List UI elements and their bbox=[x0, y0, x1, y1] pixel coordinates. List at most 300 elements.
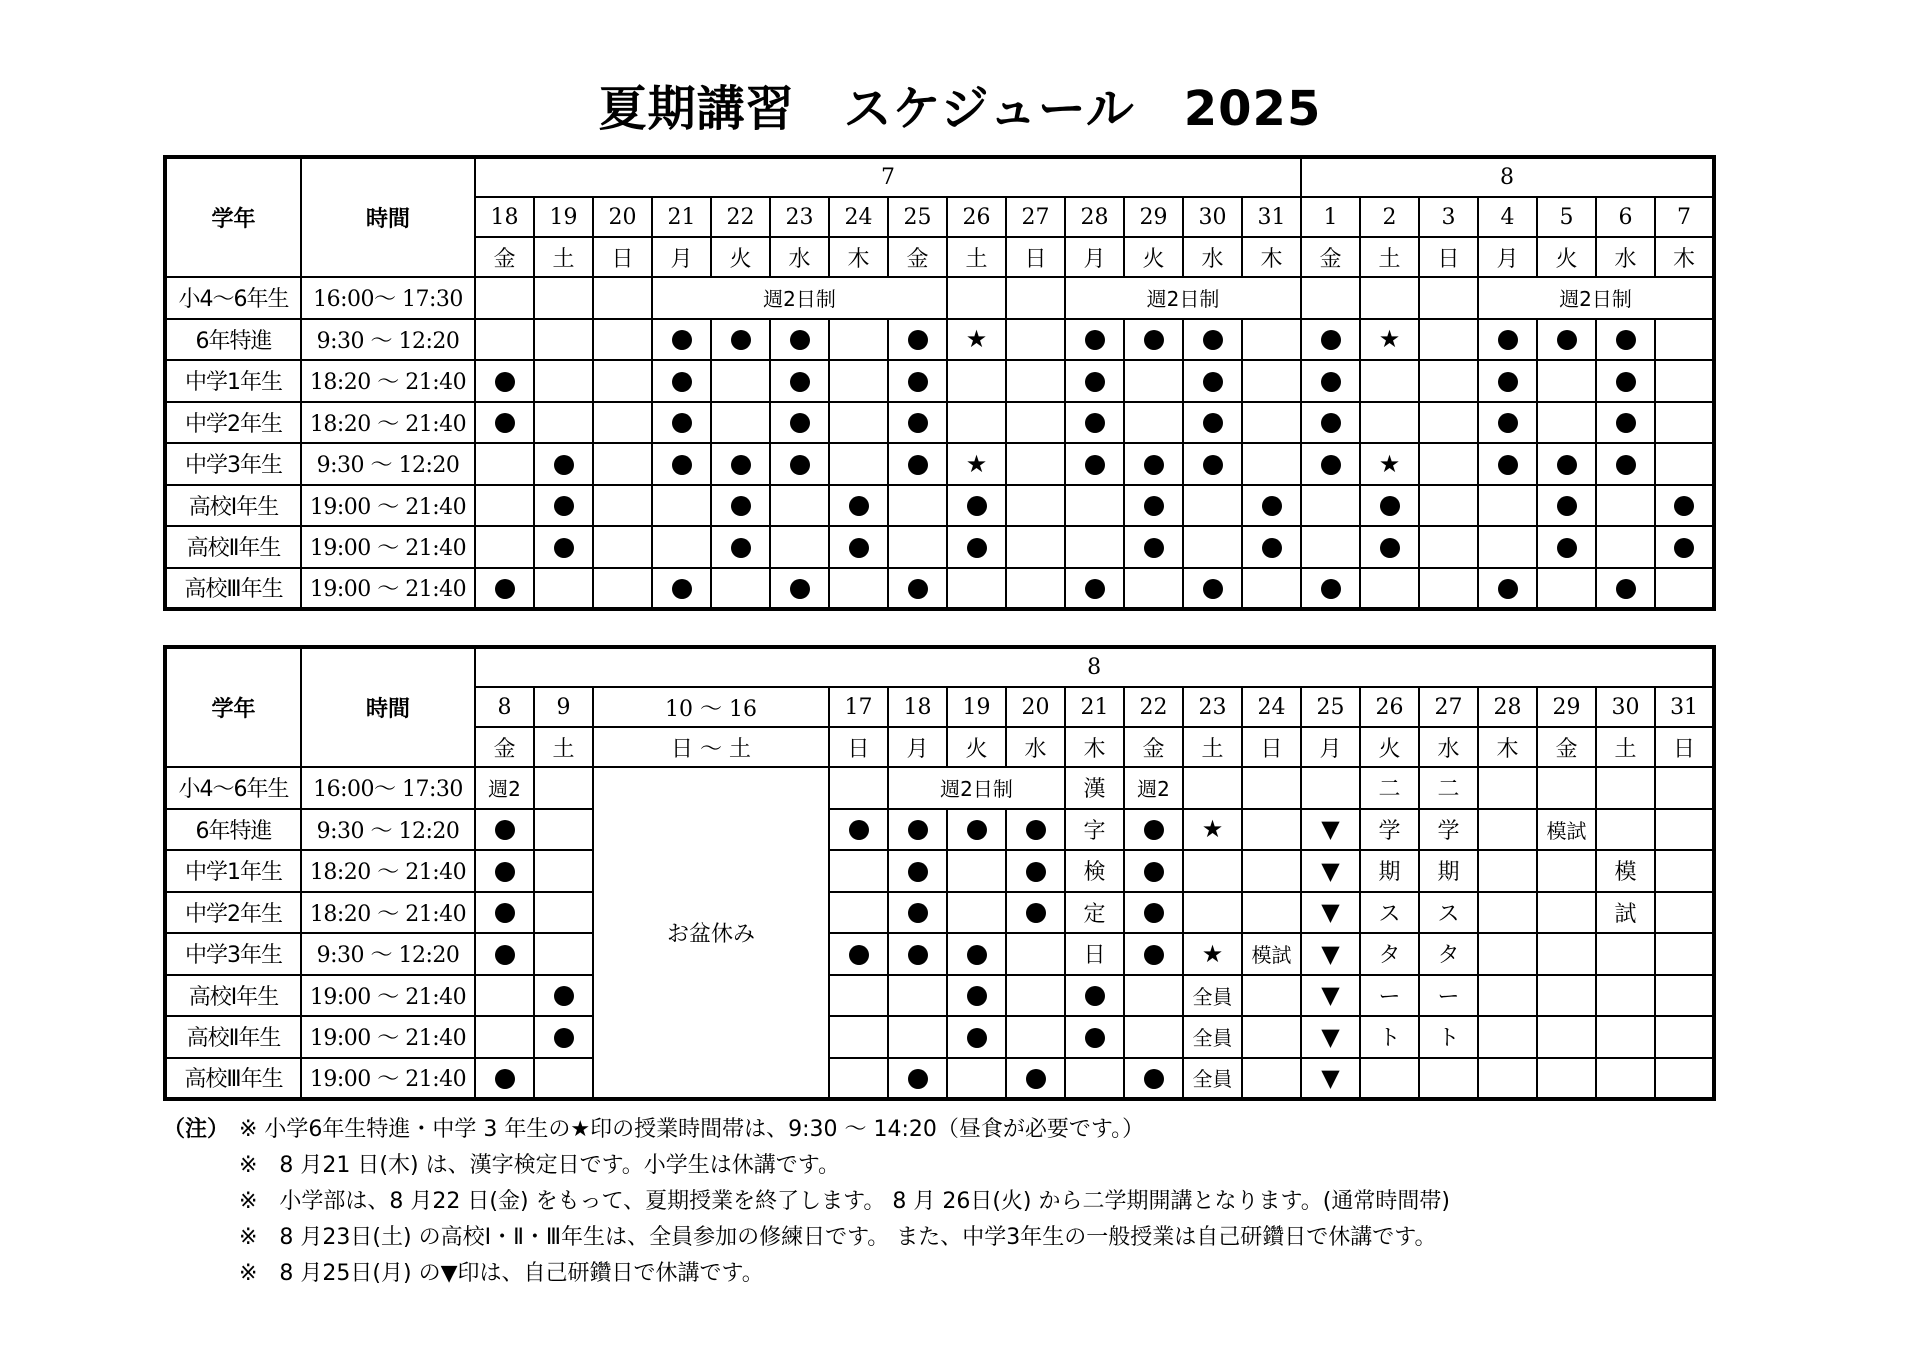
schedule-cell bbox=[534, 809, 593, 851]
dot-mark bbox=[1301, 319, 1360, 361]
triangle-mark: ▼ bbox=[1301, 975, 1360, 1017]
grade-label: 中学1年生 bbox=[165, 360, 301, 402]
dot-mark bbox=[1124, 933, 1183, 975]
schedule-cell bbox=[1537, 402, 1596, 444]
day-number: 8 bbox=[475, 687, 534, 727]
dot-mark bbox=[652, 402, 711, 444]
schedule-cell bbox=[652, 526, 711, 568]
schedule-cell bbox=[1360, 568, 1419, 610]
weekday: 水 bbox=[1006, 727, 1065, 767]
table-row bbox=[165, 809, 1714, 851]
dot-mark bbox=[652, 319, 711, 361]
time-label: 18:20 〜 21:40 bbox=[301, 360, 475, 402]
schedule-cell bbox=[770, 485, 829, 527]
table-cell bbox=[1537, 1058, 1596, 1100]
day-number: 28 bbox=[1478, 687, 1537, 727]
schedule-cell bbox=[1006, 319, 1065, 361]
schedule-cell bbox=[1124, 360, 1183, 402]
dot-mark bbox=[770, 360, 829, 402]
schedule-cell bbox=[1124, 1016, 1183, 1058]
term-start-char: ト bbox=[1360, 1016, 1419, 1058]
schedule-cell bbox=[534, 568, 593, 610]
zenin-label: 全員 bbox=[1183, 1058, 1242, 1100]
shuu2-label: 週2 bbox=[475, 767, 534, 809]
weekday: 火 bbox=[947, 727, 1006, 767]
table-cell bbox=[1655, 767, 1714, 809]
dot-mark bbox=[1183, 402, 1242, 444]
schedule-cell bbox=[1065, 1058, 1124, 1100]
table-row bbox=[165, 443, 1714, 485]
schedule-cell bbox=[829, 568, 888, 610]
table-cell bbox=[1596, 1016, 1655, 1058]
dot-mark bbox=[475, 360, 534, 402]
day-number: 18 bbox=[888, 687, 947, 727]
day-number: 31 bbox=[1242, 197, 1301, 237]
time-label: 18:20 〜 21:40 bbox=[301, 850, 475, 892]
schedule-cell bbox=[1006, 568, 1065, 610]
weekday: 火 bbox=[1537, 237, 1596, 277]
dot-mark bbox=[829, 526, 888, 568]
weekday: 金 bbox=[1537, 727, 1596, 767]
weekday: 火 bbox=[711, 237, 770, 277]
weekday: 水 bbox=[1183, 237, 1242, 277]
table-cell bbox=[1301, 277, 1360, 319]
triangle-mark: ▼ bbox=[1301, 1016, 1360, 1058]
schedule-cell bbox=[1360, 402, 1419, 444]
weekday: 日 bbox=[1006, 237, 1065, 277]
dot-mark bbox=[1478, 443, 1537, 485]
time-label: 16:00〜 17:30 bbox=[301, 277, 475, 319]
dot-mark bbox=[1124, 319, 1183, 361]
weekday: 金 bbox=[888, 237, 947, 277]
table-cell bbox=[1478, 850, 1537, 892]
table-row bbox=[165, 1058, 1714, 1100]
schedule-cell bbox=[770, 526, 829, 568]
dot-mark bbox=[947, 933, 1006, 975]
day-number: 6 bbox=[1596, 197, 1655, 237]
term-start-char: タ bbox=[1360, 933, 1419, 975]
weekday: 月 bbox=[1301, 727, 1360, 767]
star-mark: ★ bbox=[947, 443, 1006, 485]
grade-label: 6年特進 bbox=[165, 319, 301, 361]
time-label: 19:00 〜 21:40 bbox=[301, 526, 475, 568]
day-number: 10 〜 16 bbox=[593, 687, 829, 727]
dot-mark bbox=[1183, 360, 1242, 402]
grade-label: 中学1年生 bbox=[165, 850, 301, 892]
dot-mark bbox=[1301, 568, 1360, 610]
weekday: 水 bbox=[1419, 727, 1478, 767]
month-header: 7 bbox=[475, 157, 1301, 197]
schedule-cell bbox=[593, 443, 652, 485]
table-cell bbox=[1478, 975, 1537, 1017]
dot-mark bbox=[711, 485, 770, 527]
weekday: 土 bbox=[947, 237, 1006, 277]
dot-mark bbox=[1124, 809, 1183, 851]
schedule-cell bbox=[888, 1016, 947, 1058]
dot-mark bbox=[534, 485, 593, 527]
schedule-cell bbox=[1006, 402, 1065, 444]
grade-label: 高校Ⅰ年生 bbox=[165, 975, 301, 1017]
dot-mark bbox=[829, 933, 888, 975]
dot-mark bbox=[652, 443, 711, 485]
dot-mark bbox=[947, 975, 1006, 1017]
table-cell bbox=[1478, 1016, 1537, 1058]
dot-mark bbox=[475, 933, 534, 975]
dot-mark bbox=[1183, 443, 1242, 485]
dot-mark bbox=[1360, 526, 1419, 568]
header-grade: 学年 bbox=[165, 157, 301, 277]
schedule-cell bbox=[534, 360, 593, 402]
dot-mark bbox=[888, 933, 947, 975]
table-cell bbox=[1596, 933, 1655, 975]
schedule-cell bbox=[593, 568, 652, 610]
table-cell bbox=[1537, 933, 1596, 975]
day-number: 9 bbox=[534, 687, 593, 727]
schedule-cell bbox=[1124, 975, 1183, 1017]
schedule-cell bbox=[1537, 568, 1596, 610]
table-cell bbox=[1655, 975, 1714, 1017]
term-start-char: 学 bbox=[1360, 809, 1419, 851]
schedule-cell bbox=[1006, 975, 1065, 1017]
time-label: 9:30 〜 12:20 bbox=[301, 933, 475, 975]
dot-mark bbox=[475, 1058, 534, 1100]
dot-mark bbox=[770, 402, 829, 444]
table-cell bbox=[1242, 1058, 1301, 1100]
time-label: 19:00 〜 21:40 bbox=[301, 1058, 475, 1100]
dot-mark bbox=[1596, 443, 1655, 485]
weekday: 木 bbox=[1242, 237, 1301, 277]
dot-mark bbox=[1065, 360, 1124, 402]
schedule-cell bbox=[1301, 526, 1360, 568]
schedule-cell bbox=[829, 443, 888, 485]
schedule-cell bbox=[711, 402, 770, 444]
dot-mark bbox=[888, 568, 947, 610]
dot-mark bbox=[888, 1058, 947, 1100]
weekday: 土 bbox=[1360, 237, 1419, 277]
term-start-char: 期 bbox=[1419, 850, 1478, 892]
dot-mark bbox=[1478, 319, 1537, 361]
dot-mark bbox=[1065, 402, 1124, 444]
time-label: 19:00 〜 21:40 bbox=[301, 568, 475, 610]
dot-mark bbox=[711, 443, 770, 485]
dot-mark bbox=[1124, 892, 1183, 934]
schedule-cell bbox=[475, 526, 534, 568]
day-number: 22 bbox=[1124, 687, 1183, 727]
schedule-cell bbox=[475, 975, 534, 1017]
grade-label: 中学2年生 bbox=[165, 402, 301, 444]
schedule-cell bbox=[1301, 485, 1360, 527]
note-text: ※ 8 月21 日(木) は、漢字検定日です。小学生は休講です。 bbox=[239, 1153, 841, 1178]
weekday: 金 bbox=[1124, 727, 1183, 767]
schedule-cell bbox=[1183, 526, 1242, 568]
star-mark: ★ bbox=[1360, 319, 1419, 361]
grade-label: 中学3年生 bbox=[165, 933, 301, 975]
dot-mark bbox=[1065, 975, 1124, 1017]
dot-mark bbox=[770, 319, 829, 361]
star-mark: ★ bbox=[947, 319, 1006, 361]
schedule-cell bbox=[475, 319, 534, 361]
dot-mark bbox=[829, 485, 888, 527]
week2-label: 週2日制 bbox=[652, 277, 947, 319]
table-row bbox=[165, 360, 1714, 402]
schedule-cell bbox=[829, 319, 888, 361]
schedule-cell bbox=[711, 568, 770, 610]
dot-mark bbox=[1006, 809, 1065, 851]
schedule-cell bbox=[1183, 767, 1242, 809]
weekday: 水 bbox=[770, 237, 829, 277]
weekday: 金 bbox=[1301, 237, 1360, 277]
kanji-exam-char: 日 bbox=[1065, 933, 1124, 975]
note-line bbox=[163, 1148, 1723, 1184]
grade-label: 高校Ⅰ年生 bbox=[165, 485, 301, 527]
schedule-cell bbox=[593, 526, 652, 568]
dot-mark bbox=[770, 443, 829, 485]
schedule-cell bbox=[1360, 360, 1419, 402]
dot-mark bbox=[652, 360, 711, 402]
note-text: ※ 8 月23日(土) の高校Ⅰ・Ⅱ・Ⅲ年生は、全員参加の修練日です。 また、中学3年生の一般授業は自己研鑽日で休講です。 bbox=[239, 1225, 1437, 1250]
dot-mark bbox=[1301, 443, 1360, 485]
table-cell bbox=[1596, 1058, 1655, 1100]
schedule-cell bbox=[1183, 850, 1242, 892]
day-number: 25 bbox=[888, 197, 947, 237]
weekday: 日 bbox=[829, 727, 888, 767]
day-number: 19 bbox=[534, 197, 593, 237]
note-text: ※ 8 月25日(月) の▼印は、自己研鑽日で休講です。 bbox=[239, 1261, 764, 1286]
table-cell bbox=[1537, 1016, 1596, 1058]
triangle-mark: ▼ bbox=[1301, 850, 1360, 892]
schedule-cell bbox=[1006, 443, 1065, 485]
dot-mark bbox=[1596, 568, 1655, 610]
dot-mark bbox=[1301, 402, 1360, 444]
dot-mark bbox=[711, 319, 770, 361]
weekday: 日 bbox=[1419, 237, 1478, 277]
table-cell bbox=[1478, 1058, 1537, 1100]
term-start-char: ス bbox=[1419, 892, 1478, 934]
dot-mark bbox=[475, 402, 534, 444]
table-cell bbox=[1655, 1016, 1714, 1058]
schedule-cell bbox=[1596, 485, 1655, 527]
schedule-cell bbox=[1655, 360, 1714, 402]
table-cell bbox=[1419, 1058, 1478, 1100]
schedule-cell bbox=[888, 975, 947, 1017]
dot-mark bbox=[888, 360, 947, 402]
day-number: 31 bbox=[1655, 687, 1714, 727]
dot-mark bbox=[1537, 443, 1596, 485]
schedule-cell bbox=[829, 1016, 888, 1058]
weekday: 金 bbox=[475, 727, 534, 767]
schedule-cell bbox=[711, 360, 770, 402]
schedule-cell bbox=[829, 975, 888, 1017]
zenin-label: 全員 bbox=[1183, 1016, 1242, 1058]
schedule-cell bbox=[1006, 526, 1065, 568]
weekday: 土 bbox=[1183, 727, 1242, 767]
schedule-cell bbox=[829, 892, 888, 934]
schedule-cell bbox=[829, 1058, 888, 1100]
dot-mark bbox=[1596, 402, 1655, 444]
grade-label: 高校Ⅲ年生 bbox=[165, 1058, 301, 1100]
schedule-cell bbox=[534, 933, 593, 975]
schedule-cell bbox=[1124, 568, 1183, 610]
day-number: 23 bbox=[1183, 687, 1242, 727]
triangle-mark: ▼ bbox=[1301, 892, 1360, 934]
star-mark: ★ bbox=[1360, 443, 1419, 485]
day-number: 18 bbox=[475, 197, 534, 237]
grade-label: 高校Ⅱ年生 bbox=[165, 1016, 301, 1058]
dot-mark bbox=[1478, 568, 1537, 610]
day-number: 22 bbox=[711, 197, 770, 237]
page-title: 夏期講習 スケジュール 2025 bbox=[598, 81, 1322, 137]
table-row bbox=[165, 277, 1714, 319]
dot-mark bbox=[947, 526, 1006, 568]
kanji-exam-char: 漢 bbox=[1065, 767, 1124, 809]
dot-mark bbox=[1537, 319, 1596, 361]
grade-label: 中学2年生 bbox=[165, 892, 301, 934]
moshi-vertical-char: 試 bbox=[1596, 892, 1655, 934]
dot-mark bbox=[1124, 526, 1183, 568]
table-cell bbox=[1242, 767, 1301, 809]
schedule-cell bbox=[1596, 526, 1655, 568]
day-number: 21 bbox=[1065, 687, 1124, 727]
day-number: 23 bbox=[770, 197, 829, 237]
schedule-table-august bbox=[163, 645, 1716, 1101]
term-start-char: 期 bbox=[1360, 850, 1419, 892]
table-cell bbox=[1242, 975, 1301, 1017]
header-time: 時間 bbox=[301, 157, 475, 277]
schedule-cell bbox=[534, 850, 593, 892]
dot-mark bbox=[1124, 443, 1183, 485]
schedule-cell bbox=[593, 360, 652, 402]
dot-mark bbox=[888, 850, 947, 892]
table-cell bbox=[1537, 892, 1596, 934]
schedule-cell bbox=[534, 319, 593, 361]
day-number: 20 bbox=[593, 197, 652, 237]
dot-mark bbox=[1124, 1058, 1183, 1100]
dot-mark bbox=[1596, 319, 1655, 361]
schedule-cell bbox=[534, 892, 593, 934]
weekday: 木 bbox=[1478, 727, 1537, 767]
dot-mark bbox=[770, 568, 829, 610]
note-text: ※ 小学部は、8 月22 日(金) をもって、夏期授業を終了します。 8 月 26日(火) から二学期開講となります。(通常時間帯) bbox=[239, 1189, 1450, 1214]
table-cell bbox=[1478, 933, 1537, 975]
schedule-cell bbox=[1419, 360, 1478, 402]
grade-label: 6年特進 bbox=[165, 809, 301, 851]
schedule-cell bbox=[1183, 892, 1242, 934]
time-label: 19:00 〜 21:40 bbox=[301, 1016, 475, 1058]
table-cell bbox=[829, 767, 888, 809]
schedule-cell bbox=[1006, 485, 1065, 527]
month-header: 8 bbox=[1301, 157, 1714, 197]
table-cell bbox=[1655, 933, 1714, 975]
day-number: 29 bbox=[1537, 687, 1596, 727]
kanji-exam-char: 字 bbox=[1065, 809, 1124, 851]
table-cell bbox=[1478, 892, 1537, 934]
schedule-cell bbox=[947, 850, 1006, 892]
schedule-cell bbox=[1655, 568, 1714, 610]
schedule-cell bbox=[1242, 443, 1301, 485]
dot-mark bbox=[1478, 360, 1537, 402]
weekday: 月 bbox=[1478, 237, 1537, 277]
day-number: 25 bbox=[1301, 687, 1360, 727]
moshi-vertical-char: 模 bbox=[1596, 850, 1655, 892]
schedule-cell bbox=[947, 892, 1006, 934]
schedule-cell bbox=[475, 485, 534, 527]
schedule-cell bbox=[593, 319, 652, 361]
term-start-char: ー bbox=[1419, 975, 1478, 1017]
triangle-mark: ▼ bbox=[1301, 933, 1360, 975]
kanji-exam-char: 検 bbox=[1065, 850, 1124, 892]
schedule-cell bbox=[947, 1058, 1006, 1100]
day-number: 7 bbox=[1655, 197, 1714, 237]
time-label: 18:20 〜 21:40 bbox=[301, 402, 475, 444]
table-cell bbox=[1655, 1058, 1714, 1100]
star-mark: ★ bbox=[1183, 809, 1242, 851]
table-cell bbox=[1537, 850, 1596, 892]
day-number: 17 bbox=[829, 687, 888, 727]
schedule-cell bbox=[1419, 443, 1478, 485]
table-row bbox=[165, 485, 1714, 527]
time-label: 19:00 〜 21:40 bbox=[301, 975, 475, 1017]
note-line bbox=[163, 1184, 1723, 1220]
header-grade: 学年 bbox=[165, 647, 301, 767]
day-number: 27 bbox=[1419, 687, 1478, 727]
weekday: 日 bbox=[1655, 727, 1714, 767]
table-cell bbox=[475, 277, 534, 319]
notes bbox=[163, 1112, 1723, 1292]
schedule-cell bbox=[1242, 360, 1301, 402]
schedule-cell bbox=[947, 568, 1006, 610]
moshi-label: 模試 bbox=[1537, 809, 1596, 851]
weekday: 日 bbox=[1242, 727, 1301, 767]
week2-label: 週2日制 bbox=[1478, 277, 1714, 319]
note-prefix: （注） bbox=[163, 1117, 230, 1142]
schedule-cell bbox=[1006, 1016, 1065, 1058]
dot-mark bbox=[947, 485, 1006, 527]
table-row bbox=[165, 526, 1714, 568]
schedule-cell bbox=[1242, 319, 1301, 361]
dot-mark bbox=[888, 809, 947, 851]
table-cell bbox=[1360, 277, 1419, 319]
shuu2-label: 週2 bbox=[1124, 767, 1183, 809]
dot-mark bbox=[1006, 850, 1065, 892]
dot-mark bbox=[1301, 360, 1360, 402]
schedule-cell bbox=[1242, 402, 1301, 444]
schedule-cell bbox=[1006, 360, 1065, 402]
table-row bbox=[165, 568, 1714, 610]
day-number: 27 bbox=[1006, 197, 1065, 237]
dot-mark bbox=[1065, 319, 1124, 361]
table-row bbox=[165, 975, 1714, 1017]
weekday: 金 bbox=[475, 237, 534, 277]
weekday: 土 bbox=[534, 727, 593, 767]
table-cell bbox=[1478, 767, 1537, 809]
day-number: 30 bbox=[1183, 197, 1242, 237]
dot-mark bbox=[1183, 319, 1242, 361]
weekday: 木 bbox=[1065, 727, 1124, 767]
dot-mark bbox=[475, 892, 534, 934]
table-cell bbox=[1537, 975, 1596, 1017]
month-header: 8 bbox=[475, 647, 1714, 687]
term-start-char: ー bbox=[1360, 975, 1419, 1017]
table-cell bbox=[1655, 850, 1714, 892]
term-start-char: ス bbox=[1360, 892, 1419, 934]
dot-mark bbox=[1655, 526, 1714, 568]
day-number: 21 bbox=[652, 197, 711, 237]
table-cell bbox=[1655, 892, 1714, 934]
time-label: 18:20 〜 21:40 bbox=[301, 892, 475, 934]
week2-label: 週2日制 bbox=[1065, 277, 1301, 319]
note-line bbox=[163, 1112, 1723, 1148]
weekday: 日 〜 土 bbox=[593, 727, 829, 767]
